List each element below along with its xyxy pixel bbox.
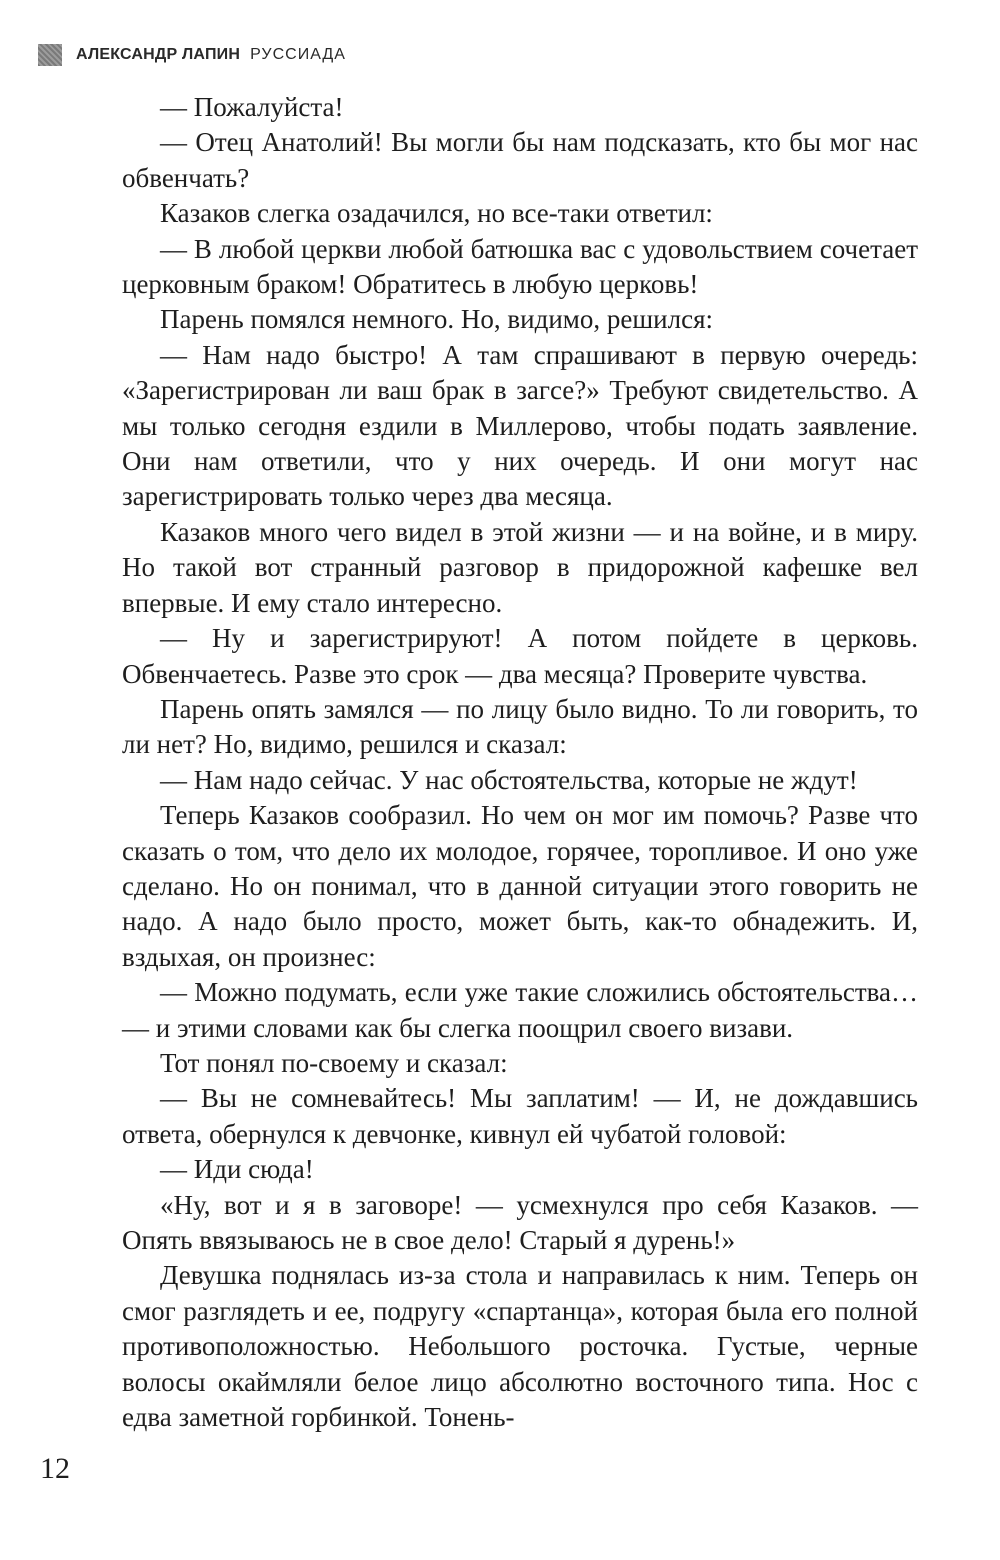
paragraph: — Отец Анатолий! Вы могли бы нам подсказать, кто бы мог нас обвенчать? [122, 127, 918, 193]
page-number: 12 [40, 1452, 70, 1485]
header-book-title: РУССИАДА [250, 46, 346, 63]
paragraph: Казаков много чего видел в этой жизни — и на войне, и в миру. Но такой вот странный разговор в придорожной кафешке вел впервые. И ему стало интересно. [122, 516, 918, 618]
paragraph: — Нам надо быстро! А там спрашивают в первую очередь: «Зарегистрирован ли ваш брак в загсе?» Требуют свидетельство. А мы только сегодня ездили в Миллерово, чтобы подать заявление. Они нам ответили, что у них очередь. И они могут нас зарегистрировать только через два месяца. [122, 339, 918, 512]
paragraph: «Ну, вот и я в заговоре! — усмехнулся про себя Казаков. — Опять ввязываюсь не в свое дело! Старый я дурень!» [122, 1189, 918, 1255]
header-author: АЛЕКСАНДР ЛАПИН [76, 46, 241, 63]
header-square-icon [38, 44, 62, 66]
body-text [122, 90, 918, 1435]
paragraph: — Можно подумать, если уже такие сложились обстоятельства… — и этими словами как бы слегка поощрил своего визави. [122, 977, 918, 1043]
paragraph: Теперь Казаков сообразил. Но чем он мог им помочь? Разве что сказать о том, что дело их молодое, горячее, торопливое. И оно уже сделано. Но он понимал, что в данной ситуации этого говорить не надо. А надо было просто, может быть, как-то обнадежить. И, вздыхая, он произнес: [122, 800, 918, 972]
running-header [38, 40, 346, 70]
paragraph: — В любой церкви любой батюшка вас с удовольствием сочетает церковным браком! Обратитесь в любую церковь! [122, 233, 918, 300]
paragraph: — Иди сюда! [160, 1154, 314, 1185]
paragraph: Парень опять замялся — по лицу было видно. То ли говорить, то ли нет? Но, видимо, решился и сказал: [122, 693, 918, 760]
paragraph: Казаков слегка озадачился, но все-таки ответил: [160, 198, 713, 229]
paragraph: Парень помялся немного. Но, видимо, решился: [160, 304, 713, 335]
paragraph: — Вы не сомневайтесь! Мы заплатим! — И, не дождавшись ответа, обернулся к девчонке, кивнул ей чубатой головой: [122, 1083, 918, 1149]
paragraph: Девушка поднялась из-за стола и направилась к ним. Теперь он смог разглядеть и ее, подругу «спартанца», которая была его полной противоположностью. Небольшого росточка. Густые, черные волосы окаймляли белое лицо абсолютно восточного типа. Нос с едва заметной горбинкой. Тонень- [122, 1260, 918, 1433]
paragraph: Тот понял по-своему и сказал: [160, 1047, 508, 1078]
paragraph: — Ну и зарегистрируют! А потом пойдете в церковь. Обвенчаетесь. Разве это срок — два месяца? Проверите чувства. [122, 623, 918, 689]
paragraph: — Пожалуйста! [160, 92, 344, 122]
paragraph: — Нам надо сейчас. У нас обстоятельства, которые не ждут! [160, 764, 858, 795]
